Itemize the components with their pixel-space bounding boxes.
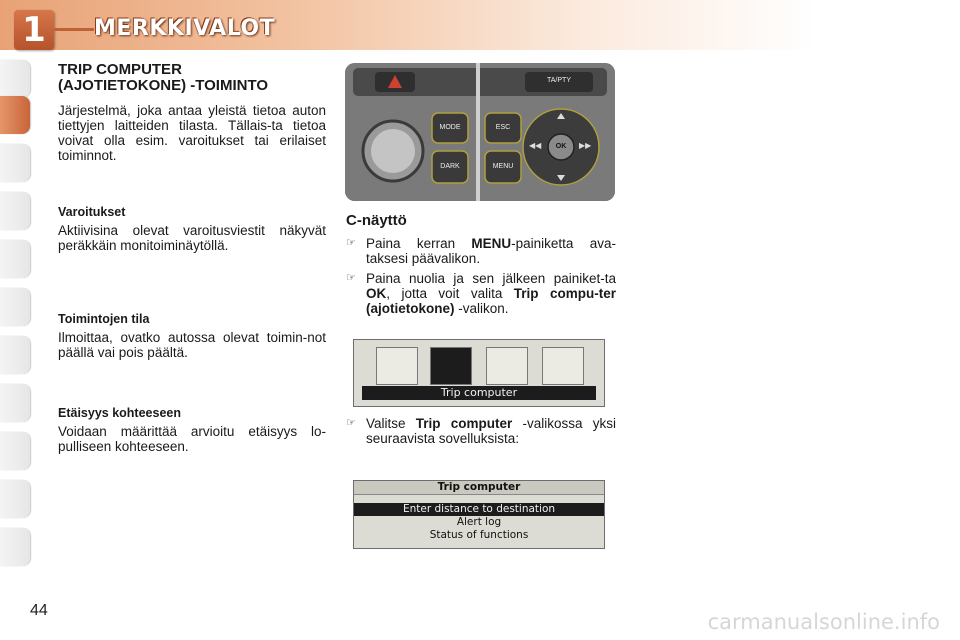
trip-menu-item-status[interactable]: Status of functions bbox=[429, 529, 529, 541]
menu-button[interactable]: MENU bbox=[492, 163, 514, 170]
trip-menu-item-alert-log[interactable]: Alert log bbox=[456, 516, 502, 528]
instruction-item bbox=[346, 416, 616, 446]
section-title bbox=[58, 62, 326, 94]
pointing-hand-icon: ☞ bbox=[346, 272, 356, 284]
chapter-divider bbox=[54, 28, 94, 31]
side-tab[interactable] bbox=[0, 240, 30, 278]
title-line-1: TRIP COMPUTER bbox=[58, 61, 182, 78]
item1-text-a: Paina kerran bbox=[366, 236, 472, 251]
side-tab[interactable] bbox=[0, 144, 30, 182]
status-text: Ilmoittaa, ovatko autossa olevat toimin-not päällä vai pois päältä. bbox=[58, 330, 326, 360]
instruction-list-top bbox=[346, 236, 616, 321]
item3-text-a: Valitse bbox=[366, 416, 416, 431]
item3-text-b: Trip computer bbox=[415, 416, 513, 431]
side-tab[interactable] bbox=[0, 60, 30, 98]
display-screen-trip-menu bbox=[353, 480, 605, 549]
audio-icon bbox=[376, 347, 418, 385]
side-tab[interactable] bbox=[0, 528, 30, 566]
side-tab[interactable] bbox=[0, 480, 30, 518]
display-screen-menu bbox=[353, 339, 605, 407]
distance-text: Voidaan määrittää arvioitu etäisyys lo-pulliseen kohteeseen. bbox=[58, 424, 326, 454]
item1-text-b: MENU bbox=[471, 236, 512, 251]
side-tab[interactable] bbox=[0, 192, 30, 230]
section-distance bbox=[58, 406, 326, 454]
intro-paragraph: Järjestelmä, joka antaa yleistä tietoa auton tiettyjen laitteiden tilasta. Tällais-ta tietoa voivat olla esim. varoitukset tai erilaiset toiminnot. bbox=[58, 103, 326, 163]
section-status bbox=[58, 312, 326, 360]
screen-selected-label: Trip computer bbox=[362, 386, 596, 400]
side-tab-active[interactable] bbox=[0, 96, 30, 134]
side-chapter-tabs bbox=[0, 60, 32, 580]
chapter-number-badge: 1 bbox=[14, 10, 54, 50]
item2-text-e: -valikon. bbox=[454, 301, 509, 316]
esc-button[interactable]: ESC bbox=[495, 124, 511, 131]
arrow-right-icon[interactable]: ▶▶ bbox=[579, 141, 592, 150]
ta-pty-button[interactable]: TA/PTY bbox=[547, 77, 571, 84]
alerts-heading: Varoitukset bbox=[58, 205, 126, 219]
side-tab[interactable] bbox=[0, 288, 30, 326]
item2-text-b: OK bbox=[366, 286, 387, 301]
side-tab[interactable] bbox=[0, 336, 30, 374]
item2-text-d: Trip compu-ter (ajotietokone) bbox=[366, 286, 616, 316]
ok-button[interactable]: OK bbox=[555, 143, 567, 150]
side-tab[interactable] bbox=[0, 384, 30, 422]
distance-heading: Etäisyys kohteeseen bbox=[58, 406, 181, 420]
item3-text-c: -valikossa yksi seuraavista sovelluksista: bbox=[366, 416, 616, 446]
page-number: 44 bbox=[30, 602, 48, 619]
item2-text-a: Paina nuolia ja sen jälkeen painiket-ta bbox=[366, 271, 616, 286]
instruction-list-bottom bbox=[346, 416, 616, 451]
phone-icon bbox=[542, 347, 584, 385]
trip-menu-title: Trip computer bbox=[354, 481, 604, 495]
trip-menu-item-distance[interactable]: Enter distance to destination bbox=[354, 503, 604, 516]
side-tab[interactable] bbox=[0, 432, 30, 470]
trip-computer-icon bbox=[430, 347, 472, 385]
instruction-item bbox=[346, 236, 616, 266]
arrow-left-icon[interactable]: ◀◀ bbox=[529, 141, 542, 150]
chapter-title: MERKKIVALOT bbox=[94, 16, 276, 41]
section-alerts bbox=[58, 205, 326, 253]
instruction-item bbox=[346, 271, 616, 316]
control-panel-image bbox=[345, 63, 615, 201]
watermark: carmanualsonline.info bbox=[707, 610, 940, 634]
alerts-text: Aktiivisina olevat varoitusviestit näkyvät peräkkäin monitoiminäytöllä. bbox=[58, 223, 326, 253]
c-display-heading: C-näyttö bbox=[346, 212, 407, 229]
pointing-hand-icon: ☞ bbox=[346, 237, 356, 249]
mode-button[interactable]: MODE bbox=[439, 124, 461, 131]
status-heading: Toimintojen tila bbox=[58, 312, 150, 326]
title-line-2: (AJOTIETOKONE) -TOIMINTO bbox=[58, 77, 269, 94]
pointing-hand-icon: ☞ bbox=[346, 417, 356, 429]
settings-icon bbox=[486, 347, 528, 385]
item2-text-c: , jotta voit valita bbox=[386, 286, 514, 301]
item1-text-c: -painiketta ava-taksesi päävalikon. bbox=[366, 236, 616, 266]
dark-button[interactable]: DARK bbox=[440, 163, 460, 170]
